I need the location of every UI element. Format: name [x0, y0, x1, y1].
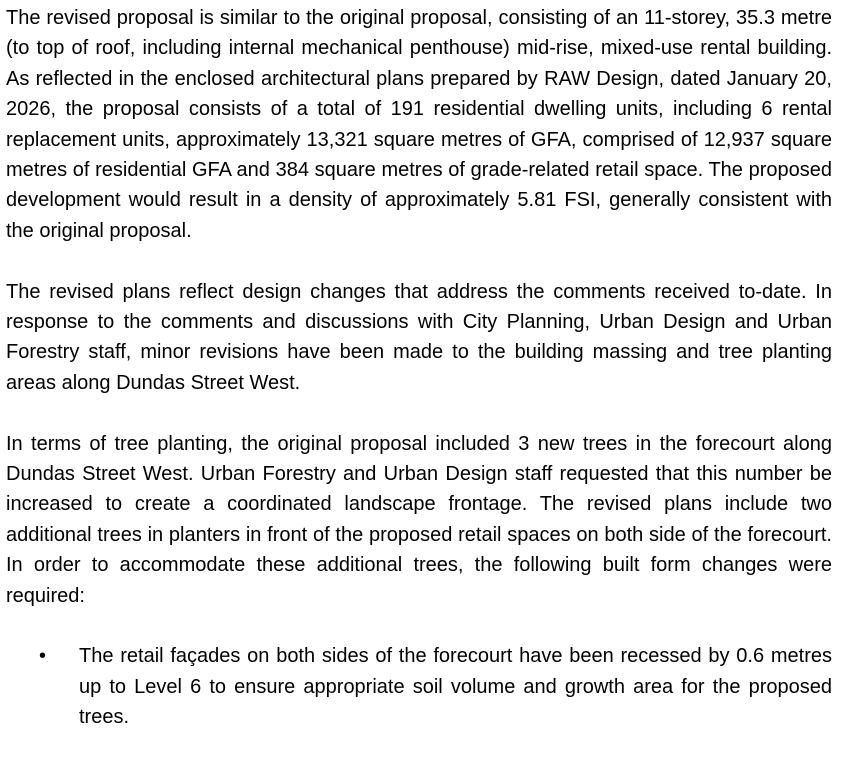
- paragraph-design-changes: The revised plans reflect design changes that address the comments received to-date. In response to the comments and discussions with City Planning, Urban Design and Urban Forestry staff, minor revisions have been made to the building massing and tree planting areas along Dundas Street West.: [6, 280, 832, 394]
- document-body: [6, 3, 832, 733]
- list-item-text: The retail façades on both sides of the forecourt have been recessed by 0.6 metres up to Level 6 to ensure appropriate soil volume and growth area for the proposed trees.: [79, 645, 832, 729]
- list-item: [6, 641, 832, 732]
- bullet-icon: •: [39, 645, 47, 668]
- paragraph-revised-proposal: The revised proposal is similar to the original proposal, consisting of an 11-storey, 35.3 metre (to top of roof, including internal mechanical penthouse) mid-rise, mixed-use rental building. As reflected in the enclosed architectural plans prepared by RAW Design, dated January 20, 2026, the proposal consists of a total of 191 residential dwelling units, including 6 rental replacement units, approximately 13,321 square metres of GFA, comprised of 12,937 square metres of residential GFA and 384 square metres of grade-related retail space. The proposed development would result in a density of approximately 5.81 FSI, generally consistent with the original proposal.: [6, 7, 832, 242]
- built-form-changes-list: [6, 641, 832, 732]
- paragraph-tree-planting: In terms of tree planting, the original proposal included 3 new trees in the forecourt along Dundas Street West. Urban Forestry and Urban Design staff requested that this number be increased to create a coordinated landscape frontage. The revised plans include two additional trees in planters in front of the proposed retail spaces on both side of the forecourt. In order to accommodate these additional trees, the following built form changes were required:: [6, 432, 832, 607]
